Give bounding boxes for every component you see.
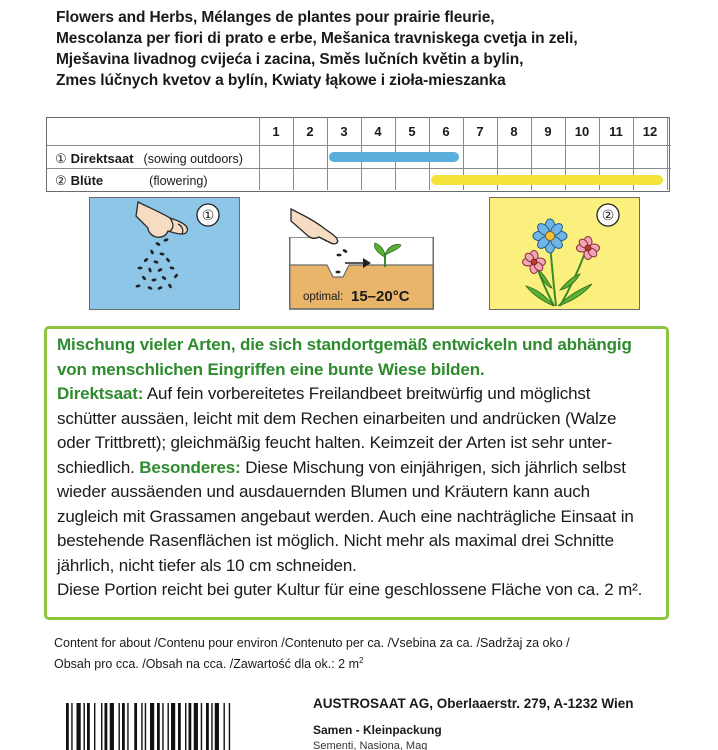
- intro-line: Mischung vieler Arten, die sich standortgemäß entwickeln und abhängig: [57, 335, 632, 354]
- month-2: 2: [306, 124, 314, 139]
- description-line: zugleich mit Grassamen angebaut werden. Auch eine nachträgliche Einsaat in: [57, 506, 634, 526]
- text-span: Diese Mischung von einjährigen, sich jährlich selbst: [240, 457, 626, 477]
- product-headline: [56, 7, 706, 91]
- package-type: Samen - Kleinpackung: [313, 723, 442, 737]
- superscript: 2: [359, 656, 364, 665]
- company-address: AUSTROSAAT AG, Oberlaaerstr. 279, A-1232 Wien: [313, 696, 634, 711]
- seed: [342, 249, 348, 254]
- headline-line: Mješavina livadnog cvijeća i zacina, Směs lučních květin a bylin,: [56, 51, 524, 68]
- step-number: ①: [201, 208, 215, 224]
- month-10: 10: [574, 124, 590, 139]
- optimal-temp-label: optimal:: [303, 291, 344, 303]
- calendar-row-flowering: [55, 173, 208, 189]
- description-line: schütter aussäen, leicht mit dem Rechen einarbeiten und andrücken (Walze: [57, 408, 617, 428]
- description-line: [57, 456, 667, 481]
- content-line: [54, 652, 674, 673]
- step-number: ②: [601, 208, 615, 224]
- headline-line: Flowers and Herbs, Mélanges de plantes pour prairie fleurie,: [56, 9, 495, 26]
- package-subtitle: Sementi, Nasiona, Mag: [313, 740, 428, 750]
- row-number: ①: [55, 151, 67, 166]
- month-8: 8: [510, 124, 518, 139]
- row-label-de: Direktsaat: [70, 151, 134, 166]
- month-12: 12: [642, 124, 658, 139]
- description-line: wieder aussäenden und ausdauernden Blumen und Kräutern kann auch: [57, 482, 590, 501]
- barcode: [64, 703, 274, 750]
- row-label-en: (flowering): [149, 174, 208, 188]
- row-label-de: Blüte: [70, 173, 104, 188]
- description-line: jährlich, nicht tiefer als 10 cm schneiden.: [57, 555, 357, 575]
- month-7: 7: [476, 124, 484, 139]
- month-11: 11: [609, 124, 623, 139]
- description-box: [44, 326, 669, 620]
- row-label-en: (sowing outdoors): [143, 152, 243, 166]
- text-span: schiedlich.: [57, 457, 140, 477]
- month-1: 1: [272, 124, 280, 139]
- row-number: ②: [55, 173, 67, 188]
- description-line: oder Trittbrett); gleichmäßig feucht halten. Keimzeit der Arten ist sehr unter-: [57, 433, 613, 452]
- text-span: Auf fein vorbereitetes Freilandbeet breitwürfig und möglichst: [143, 384, 591, 403]
- calendar-row-sowing: [55, 151, 243, 167]
- month-3: 3: [340, 124, 348, 139]
- text-span: Obsah pro cca. /Obsah na cca. /Zawartość dla ok.: 2 m: [54, 657, 359, 672]
- month-6: 6: [442, 124, 450, 139]
- headline-line: Mescolanza per fiori di prato e erbe, Mešanica travniskega cvetja in zeli,: [56, 30, 578, 47]
- sowing-illustration: [89, 197, 240, 310]
- seed: [337, 254, 342, 257]
- month-4: 4: [374, 124, 382, 139]
- flowering-illustration: [489, 197, 640, 310]
- sowing-calendar: [46, 117, 670, 192]
- content-amount: [54, 634, 674, 673]
- month-5: 5: [408, 124, 416, 139]
- sowing-period-bar: [329, 152, 459, 162]
- description-line: bestehende Rasenflächen ist möglich. Nicht mehr als maximal drei Schnitte: [57, 531, 614, 550]
- headline-line: Zmes lúčnych kvetov a bylín, Kwiaty łąkowe i zioła-mieszanka: [56, 72, 506, 89]
- flowering-period-bar: [431, 175, 663, 185]
- description-line: Diese Portion reicht bei guter Kultur für eine geschlossene Fläche von ca. 2 m².: [57, 580, 643, 599]
- content-line: Content for about /Contenu pour environ /Contenuto per ca. /Vsebina za ca. /Sadržaj za oko /: [54, 636, 570, 650]
- intro-line: von menschlichen Eingriffen eine bunte Wiese bilden.: [57, 359, 485, 379]
- seedling-icon: [374, 243, 401, 267]
- month-9: 9: [544, 124, 552, 139]
- special-heading: Besonderes:: [139, 457, 241, 477]
- direct-sowing-heading: Direktsaat:: [57, 384, 144, 403]
- germination-illustration: [289, 197, 434, 310]
- description-line: [57, 382, 667, 407]
- optimal-temp-value: 15–20°C: [351, 288, 410, 305]
- seed-in-soil: [336, 271, 341, 274]
